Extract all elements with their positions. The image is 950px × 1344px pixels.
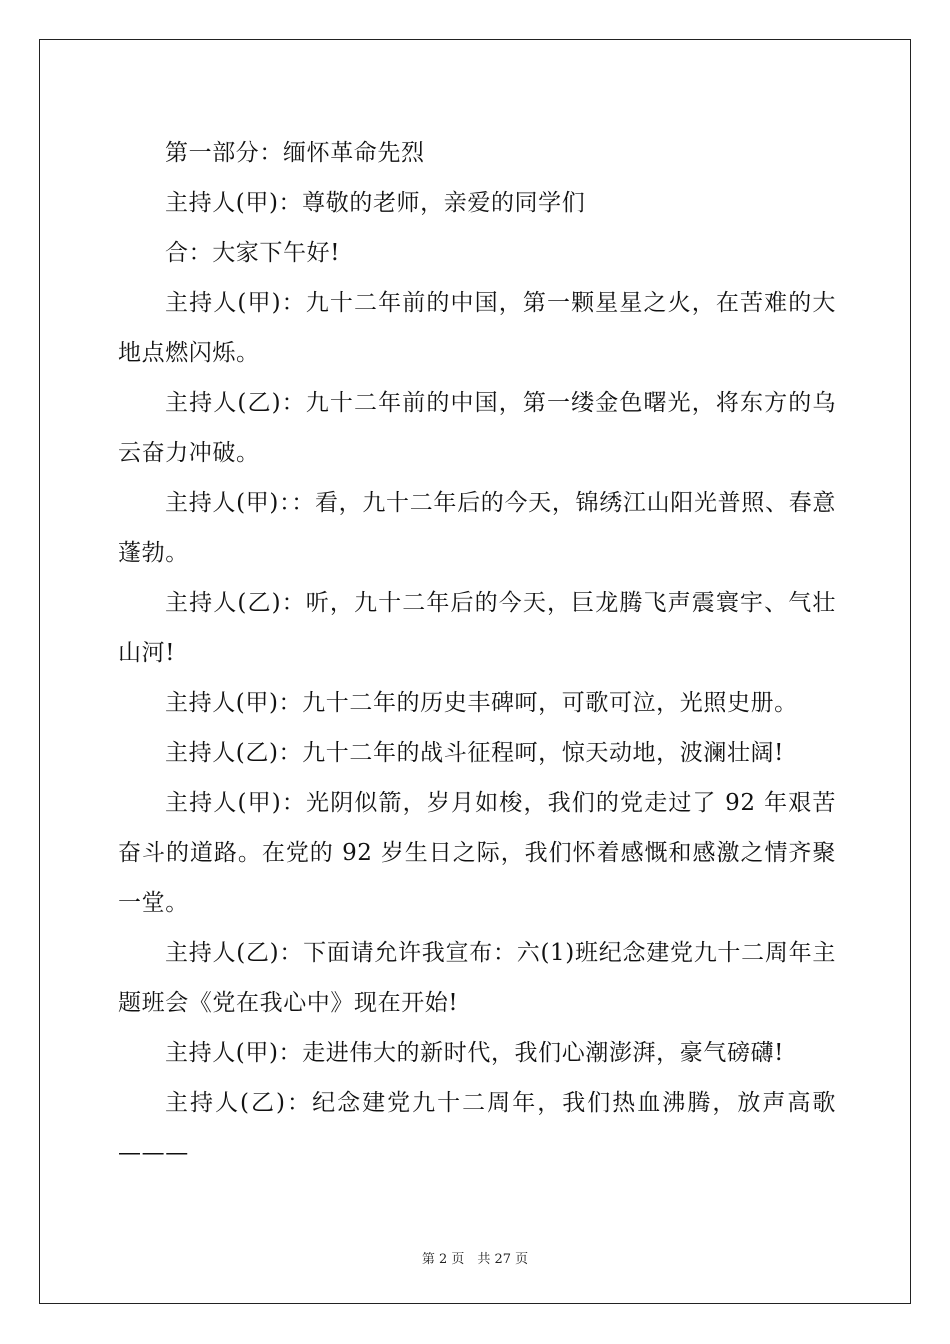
dialogue-line: 主持人(甲)：尊敬的老师，亲爱的同学们: [165, 190, 586, 216]
dialogue-line: 主持人(甲)：走进伟大的新时代，我们心潮澎湃，豪气磅礴!: [165, 1040, 784, 1066]
dialogue-line: 主持人(乙)：纪念建党九十二周年，我们热血沸腾，放声高歌———: [118, 1090, 836, 1166]
dialogue-line: 主持人(甲)：：看，九十二年后的今天，锦绣江山阳光普照、春意蓬勃。: [118, 490, 836, 566]
dialogue-line: 主持人(甲)：光阴似箭，岁月如梭，我们的党走过了 92 年艰苦奋斗的道路。在党的 92 岁生日之际，我们怀着感慨和感激之情齐聚一堂。: [118, 790, 836, 916]
dialogue-line: 合：大家下午好!: [165, 240, 341, 266]
page-number-footer: 第 2 页 共 27 页: [421, 1252, 529, 1267]
section-heading: 第一部分：缅怀革命先烈: [165, 140, 425, 166]
dialogue-line: 主持人(乙)：九十二年前的中国，第一缕金色曙光，将东方的乌云奋力冲破。: [118, 390, 836, 466]
dialogue-line: 主持人(甲)：九十二年的历史丰碑呵，可歌可泣，光照史册。: [165, 690, 798, 716]
dialogue-line: 主持人(甲)：九十二年前的中国，第一颗星星之火，在苦难的大地点燃闪烁。: [118, 290, 836, 366]
dialogue-line: 主持人(乙)：听，九十二年后的今天，巨龙腾飞声震寰宇、气壮山河!: [118, 590, 836, 666]
document-body: [118, 128, 836, 1178]
dialogue-line: 主持人(乙)：九十二年的战斗征程呵，惊天动地，波澜壮阔!: [165, 740, 784, 766]
dialogue-line: 主持人(乙)：下面请允许我宣布：六(1)班纪念建党九十二周年主题班会《党在我心中》现在开始!: [118, 940, 836, 1016]
